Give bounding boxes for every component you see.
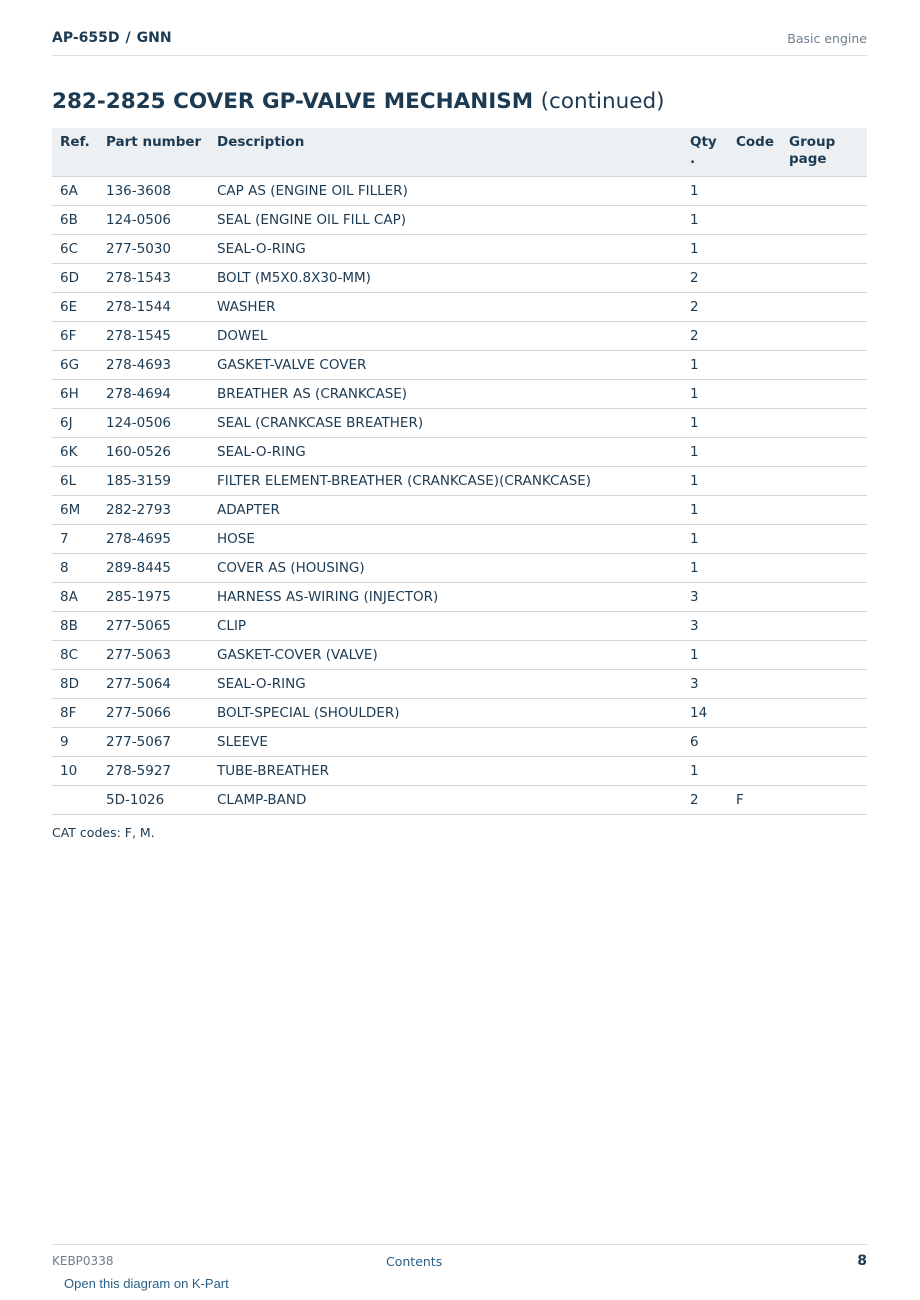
part-number-cell: 277-5064 — [98, 670, 209, 699]
col-part-number: Part number — [98, 128, 209, 177]
code-cell — [728, 757, 781, 786]
qty-cell: 2 — [682, 264, 728, 293]
part-number-cell: 278-5927 — [98, 757, 209, 786]
ref-cell: 7 — [52, 525, 98, 554]
part-number-cell: 185-3159 — [98, 467, 209, 496]
code-cell — [728, 467, 781, 496]
code-cell — [728, 177, 781, 206]
table-row — [52, 322, 867, 351]
part-number-cell: 282-2793 — [98, 496, 209, 525]
ref-cell: 6E — [52, 293, 98, 322]
code-cell — [728, 293, 781, 322]
description-cell: SLEEVE — [209, 728, 682, 757]
table-row — [52, 496, 867, 525]
part-number-cell: 278-4693 — [98, 351, 209, 380]
code-cell — [728, 641, 781, 670]
page-number: 8 — [857, 1253, 867, 1269]
code-cell: F — [728, 786, 781, 815]
title-main: 282-2825 COVER GP-VALVE MECHANISM — [52, 89, 534, 114]
ref-cell: 6D — [52, 264, 98, 293]
contents-link[interactable]: Contents — [386, 1254, 443, 1269]
description-cell: TUBE-BREATHER — [209, 757, 682, 786]
ref-cell: 6H — [52, 380, 98, 409]
table-row — [52, 467, 867, 496]
part-number-cell: 5D-1026 — [98, 786, 209, 815]
group-page-cell — [781, 728, 867, 757]
page-footer — [52, 1244, 867, 1275]
part-number-cell: 277-5065 — [98, 612, 209, 641]
part-number-cell: 289-8445 — [98, 554, 209, 583]
description-cell: SEAL (ENGINE OIL FILL CAP) — [209, 206, 682, 235]
description-cell: HARNESS AS-WIRING (INJECTOR) — [209, 583, 682, 612]
qty-cell: 3 — [682, 612, 728, 641]
ref-cell: 6G — [52, 351, 98, 380]
code-cell — [728, 496, 781, 525]
ref-cell: 6C — [52, 235, 98, 264]
group-page-cell — [781, 380, 867, 409]
part-number-cell: 278-4694 — [98, 380, 209, 409]
description-cell: BOLT (M5X0.8X30-MM) — [209, 264, 682, 293]
description-cell: GASKET-COVER (VALVE) — [209, 641, 682, 670]
group-page-cell — [781, 641, 867, 670]
qty-cell: 1 — [682, 496, 728, 525]
ref-cell: 6F — [52, 322, 98, 351]
table-row — [52, 757, 867, 786]
ref-cell: 8 — [52, 554, 98, 583]
model-name: AP-655D — [52, 30, 120, 46]
qty-cell: 14 — [682, 699, 728, 728]
group-page-cell — [781, 554, 867, 583]
part-number-cell: 124-0506 — [98, 206, 209, 235]
code-cell — [728, 380, 781, 409]
description-cell: CAP AS (ENGINE OIL FILLER) — [209, 177, 682, 206]
qty-cell: 2 — [682, 293, 728, 322]
table-row — [52, 728, 867, 757]
qty-cell: 3 — [682, 670, 728, 699]
code-cell — [728, 235, 781, 264]
col-code: Code — [728, 128, 781, 177]
qty-cell: 1 — [682, 757, 728, 786]
description-cell: DOWEL — [209, 322, 682, 351]
parts-table — [52, 128, 867, 815]
table-row — [52, 206, 867, 235]
qty-cell: 1 — [682, 206, 728, 235]
code-cell — [728, 322, 781, 351]
code-cell — [728, 554, 781, 583]
group-page-cell — [781, 264, 867, 293]
group-page-cell — [781, 525, 867, 554]
ref-cell: 6M — [52, 496, 98, 525]
ref-cell: 9 — [52, 728, 98, 757]
ref-cell: 8D — [52, 670, 98, 699]
table-row — [52, 409, 867, 438]
ref-cell: 8F — [52, 699, 98, 728]
code-cell — [728, 409, 781, 438]
qty-cell: 2 — [682, 322, 728, 351]
ref-cell: 10 — [52, 757, 98, 786]
qty-cell: 1 — [682, 351, 728, 380]
code-cell — [728, 206, 781, 235]
part-number-cell: 285-1975 — [98, 583, 209, 612]
code-cell — [728, 670, 781, 699]
page-header — [52, 28, 867, 56]
table-row — [52, 554, 867, 583]
qty-cell: 6 — [682, 728, 728, 757]
code-cell — [728, 351, 781, 380]
ref-cell — [52, 786, 98, 815]
description-cell: ADAPTER — [209, 496, 682, 525]
description-cell: CLAMP-BAND — [209, 786, 682, 815]
group-page-cell — [781, 757, 867, 786]
group-page-cell — [781, 496, 867, 525]
group-page-cell — [781, 177, 867, 206]
table-row — [52, 235, 867, 264]
description-cell: FILTER ELEMENT-BREATHER (CRANKCASE)(CRANKCASE) — [209, 467, 682, 496]
ref-cell: 6L — [52, 467, 98, 496]
group-page-cell — [781, 235, 867, 264]
part-number-cell: 160-0526 — [98, 438, 209, 467]
part-number-cell: 136-3608 — [98, 177, 209, 206]
code-cell — [728, 612, 781, 641]
part-number-cell: 277-5066 — [98, 699, 209, 728]
table-row — [52, 612, 867, 641]
page-title — [52, 89, 665, 114]
col-qty: Qty . — [682, 128, 728, 177]
group-page-cell — [781, 293, 867, 322]
qty-cell: 2 — [682, 786, 728, 815]
table-row — [52, 670, 867, 699]
part-number-cell: 277-5030 — [98, 235, 209, 264]
code-cell — [728, 264, 781, 293]
description-cell: COVER AS (HOUSING) — [209, 554, 682, 583]
table-row — [52, 351, 867, 380]
group-page-cell — [781, 786, 867, 815]
model-separator: / — [125, 30, 131, 46]
group-page-cell — [781, 467, 867, 496]
description-cell: CLIP — [209, 612, 682, 641]
group-page-cell — [781, 612, 867, 641]
qty-cell: 1 — [682, 409, 728, 438]
table-header-row — [52, 128, 867, 177]
table-row — [52, 699, 867, 728]
code-cell — [728, 699, 781, 728]
qty-cell: 1 — [682, 177, 728, 206]
code-cell — [728, 438, 781, 467]
description-cell: HOSE — [209, 525, 682, 554]
part-number-cell: 278-4695 — [98, 525, 209, 554]
description-cell: BREATHER AS (CRANKCASE) — [209, 380, 682, 409]
qty-cell: 1 — [682, 467, 728, 496]
table-row — [52, 641, 867, 670]
description-cell: SEAL-O-RING — [209, 235, 682, 264]
section-name: Basic engine — [787, 31, 867, 46]
col-description: Description — [209, 128, 682, 177]
table-row — [52, 380, 867, 409]
table-row — [52, 177, 867, 206]
qty-cell: 1 — [682, 641, 728, 670]
description-cell: SEAL-O-RING — [209, 438, 682, 467]
part-number-cell: 278-1545 — [98, 322, 209, 351]
document-id: KEBP0338 — [52, 1254, 114, 1268]
code-cell — [728, 583, 781, 612]
qty-cell: 1 — [682, 525, 728, 554]
table-row — [52, 583, 867, 612]
group-page-cell — [781, 351, 867, 380]
part-number-cell: 277-5067 — [98, 728, 209, 757]
ref-cell: 6J — [52, 409, 98, 438]
group-page-cell — [781, 322, 867, 351]
qty-cell: 1 — [682, 380, 728, 409]
group-page-cell — [781, 438, 867, 467]
model-serial — [52, 30, 172, 46]
table-row — [52, 786, 867, 815]
parts-table-body — [52, 177, 867, 815]
col-group-page: Group page — [781, 128, 867, 177]
group-page-cell — [781, 409, 867, 438]
group-page-cell — [781, 583, 867, 612]
description-cell: SEAL-O-RING — [209, 670, 682, 699]
code-cell — [728, 525, 781, 554]
col-ref: Ref. — [52, 128, 98, 177]
ref-cell: 8B — [52, 612, 98, 641]
qty-cell: 3 — [682, 583, 728, 612]
qty-cell: 1 — [682, 235, 728, 264]
table-row — [52, 293, 867, 322]
ref-cell: 8A — [52, 583, 98, 612]
ref-cell: 6A — [52, 177, 98, 206]
description-cell: SEAL (CRANKCASE BREATHER) — [209, 409, 682, 438]
table-row — [52, 525, 867, 554]
group-page-cell — [781, 670, 867, 699]
ref-cell: 6K — [52, 438, 98, 467]
part-number-cell: 277-5063 — [98, 641, 209, 670]
open-diagram-link[interactable]: Open this diagram on K-Part — [64, 1276, 229, 1291]
group-page-cell — [781, 699, 867, 728]
group-page-cell — [781, 206, 867, 235]
qty-cell: 1 — [682, 554, 728, 583]
part-number-cell: 278-1543 — [98, 264, 209, 293]
description-cell: BOLT-SPECIAL (SHOULDER) — [209, 699, 682, 728]
ref-cell: 8C — [52, 641, 98, 670]
description-cell: GASKET-VALVE COVER — [209, 351, 682, 380]
ref-cell: 6B — [52, 206, 98, 235]
serial-prefix: GNN — [136, 30, 172, 46]
title-suffix: (continued) — [540, 89, 665, 114]
part-number-cell: 278-1544 — [98, 293, 209, 322]
part-number-cell: 124-0506 — [98, 409, 209, 438]
cat-codes-note: CAT codes: F, M. — [52, 825, 155, 840]
qty-cell: 1 — [682, 438, 728, 467]
description-cell: WASHER — [209, 293, 682, 322]
table-row — [52, 438, 867, 467]
code-cell — [728, 728, 781, 757]
table-row — [52, 264, 867, 293]
